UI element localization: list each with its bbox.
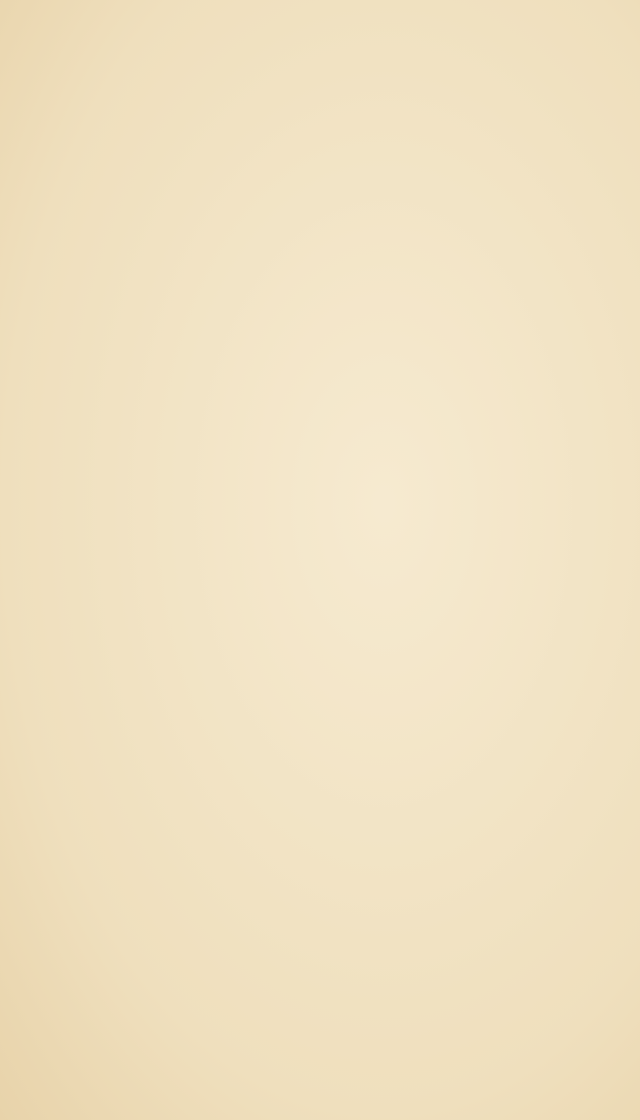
page-header: [30, 18, 580, 62]
